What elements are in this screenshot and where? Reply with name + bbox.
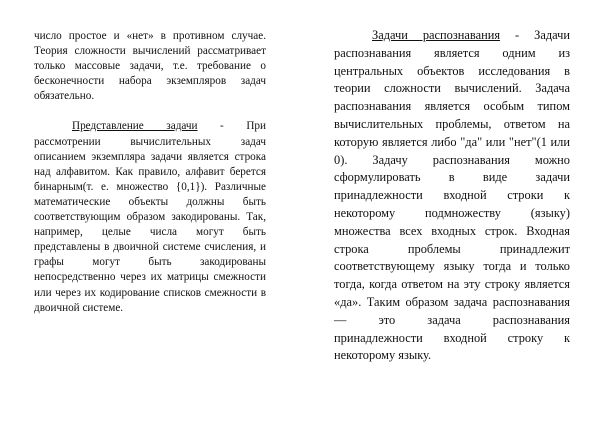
left-paragraph-1: число простое и «нет» в противном случае. Теория сложности вычислений рассматривает только массовые задачи, т.е. требование о бесконечности набора экземпляров задач обязательно. [34,30,266,103]
left-column [34,29,266,316]
left-paragraph-2 [34,119,266,315]
term-problem-representation: Представление задачи [72,120,198,133]
left-paragraph-2-body: - При рассмотрении вычислительных задач описанием экземпляра задачи является строка над алфавитом. Как правило, алфавит берется бинарным(т. е. множество {0,1}). Различные математические объекты должны быть соответствующим образом закодированы. Так, например, целые числа могут быть представлены в двоичной системе счисления, и графы могут быть закодированы непосредственно через их матрицы смежности или через их кодирование списков смежности в двоичной системе. [34,120,266,314]
term-decision-problems: Задачи распознавания [372,28,501,42]
right-paragraph-1-body: - Задачи распознавания является одним из центральных объектов исследования в теории сложности вычислений. Задача распознавания является особым типом вычислительных проблемы, ответом на которую является либо "да" или "нет"(1 или 0). Задачу распознавания можно сформулировать в виде задачи принадлежности входной строки к некоторому подмножеству (языку) множества всех входных строк. Входная строка проблемы принадлежит соответствующему языку тогда и только тогда, когда ответом на эту строку является «да». Таким образом задача распознавания — это задача распознавания принадлежности входной строку к некоторому языку. [334,28,570,363]
right-paragraph-1 [334,27,570,365]
right-column [334,27,570,365]
